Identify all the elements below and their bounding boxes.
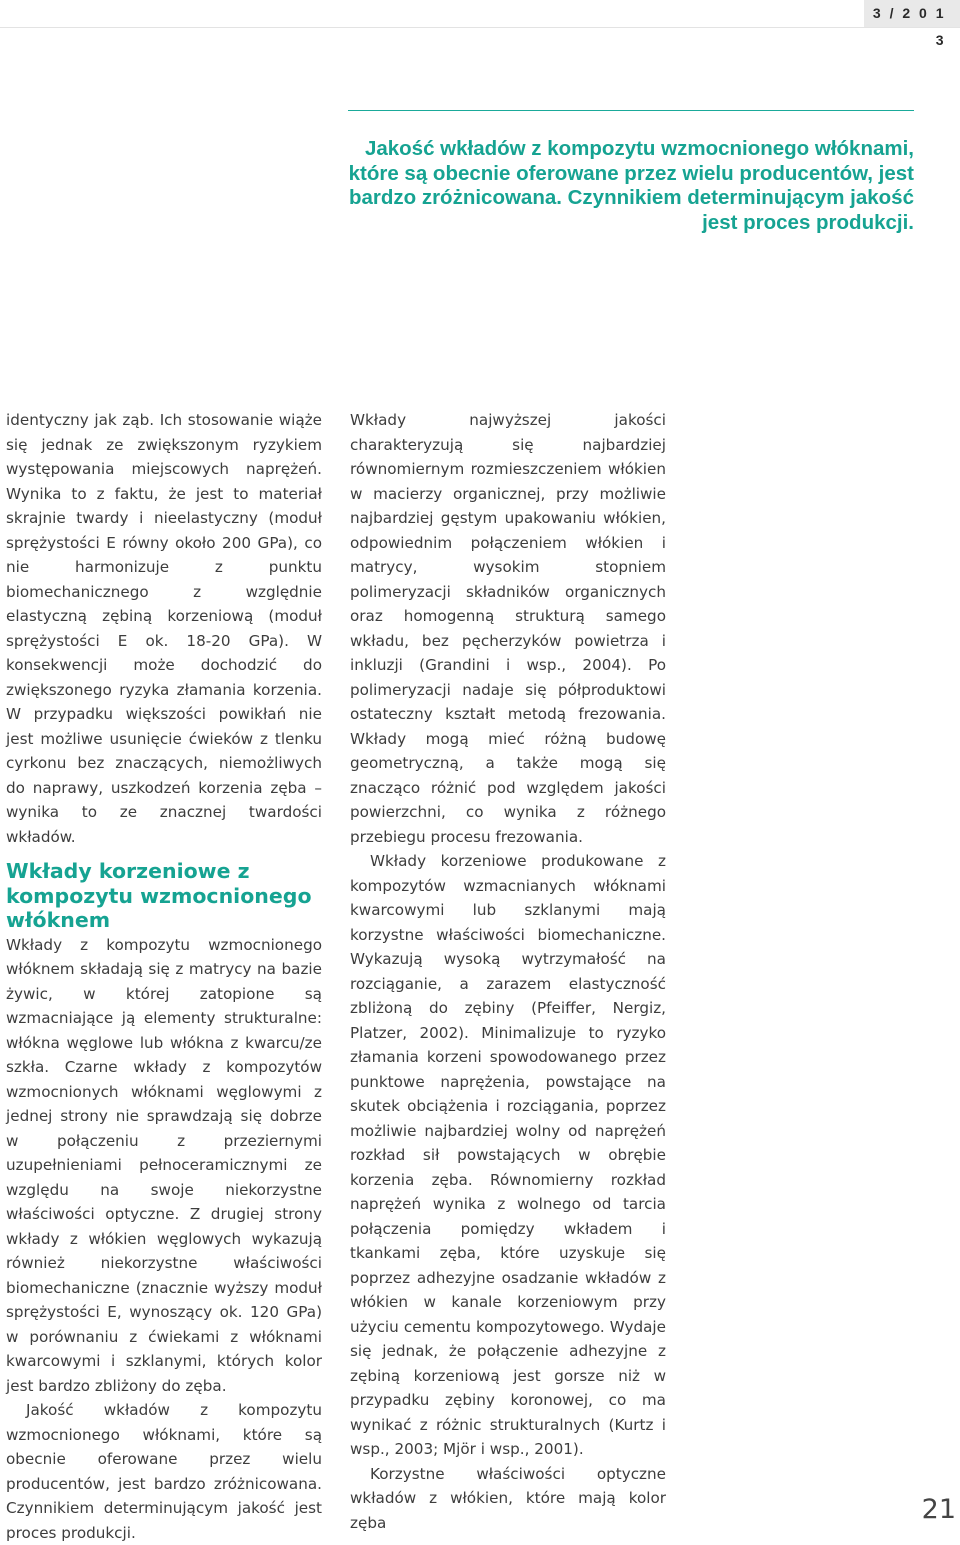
body-paragraph: Wkłady najwyższej jakości charakteryzują się najbardziej równomiernym rozmieszczeniem włókien w macierzy organicznej, przy możliwie najbardziej gęstym upakowaniu włókien, odpowiednim połączeniem włókien i matrycy, wysokim stopniem polimeryzacji składników organicznych oraz homogenną strukturą samego wkładu, bez pęcherzyków powietrza i inkluzji (Grandini i wsp., 2004). Po polimeryzacji nadaje się półproduktowi ostateczny kształt metodą frezowania. Wkłady mogą mieć różną budowę geometryczną, a także mogą się znacząco różnić pod względem jakości powierzchni, co wynika z różnego przebiegu procesu frezowania. bbox=[350, 411, 666, 846]
body-paragraph: Jakość wkładów z kompozytu wzmocnionego włóknami, które są obecnie oferowane przez wielu producentów, jest bardzo zróżnicowana. Czynnikiem determinującym jakość jest proces produkcji. bbox=[6, 1401, 322, 1542]
right-column bbox=[350, 408, 666, 1535]
page-number: 21 bbox=[921, 1494, 956, 1525]
body-paragraph: identyczny jak ząb. Ich stosowanie wiąże się jednak ze zwiększonym ryzykiem występowania miejscowych naprężeń. Wynika to z faktu, że jest to materiał skrajnie twardy i nieelastyczny (moduł sprężystości E równy około 200 GPa), co nie harmonizuje z punktu biomechanicznego z względnie elastyczną zębiną korzeniową (moduł sprężystości E ok. 18-20 GPa). W konsekwencji może dochodzić do zwiększonego ryzyka złamania korzenia. W przypadku większości powikłań nie jest możliwe usunięcie ćwieków z tlenku cyrkonu bez znaczących, niemożliwych do naprawy, uszkodzeń korzenia zęba – wynika to ze znacznej twardości wkładów. bbox=[6, 411, 322, 846]
pull-quote-rule bbox=[348, 110, 914, 111]
header-rule bbox=[0, 27, 960, 28]
section-heading: Wkłady korzeniowe z kompozytu wzmocnionego włóknem bbox=[6, 859, 312, 932]
issue-number: 3 / 2 0 1 3 bbox=[864, 0, 960, 27]
left-column bbox=[6, 408, 322, 1545]
body-paragraph: Wkłady korzeniowe produkowane z kompozytów wzmacnianych włóknami kwarcowymi lub szklanymi mają korzystne właściwości biomechaniczne. Wykazują wysoką wytrzymałość na rozciąganie, a zarazem elastyczność zbliżoną do zębiny (Pfeiffer, Nergiz, Platzer, 2002). Minimalizuje to ryzyko złamania korzeni spowodowanego przez punktowe naprężenia, powstające na skutek obciążenia i rozciągania, poprzez możliwie najbardziej wolny od naprężeń rozkład sił powstających w obrębie korzenia zęba. Równomierny rozkład naprężeń wynika z wolnego od tarcia połączenia pomiędzy wkładem i tkankami zęba, które uzyskuje się poprzez adhezyjne osadzanie wkładów z włókien w kanale korzeniowym przy użyciu cementu kompozytowego. Wydaje się jednak, że połączenie adhezyjne z zębiną korzeniową jest gorsze niż w przypadku zębiny koronowej, co ma wynikać z różnic strukturalnych (Kurtz i wsp., 2003; Mjör i wsp., 2001). bbox=[350, 852, 666, 1458]
pull-quote: Jakość wkładów z kompozytu wzmocnionego włóknami, które są obecnie oferowane przez wielu producentów, jest bardzo zróżnicowana. Czynnikiem determinującym jakość jest proces produkcji. bbox=[348, 137, 914, 234]
body-paragraph: Wkłady z kompozytu wzmocnionego włóknem składają się z matrycy na bazie żywic, w której zatopione są wzmacniające ją elementy strukturalne: włókna węglowe lub włókna z kwarcu/ze szkła. Czarne wkłady z kompozytów wzmocnionych włóknami węglowymi z jednej strony nie sprawdzają się dobrze w połączeniu z przeziernymi uzupełnieniami pełnoceramicznymi ze względu na swoje niekorzystne właściwości optyczne. Z drugiej strony wkłady z włókien węglowych wykazują również niekorzystne właściwości biomechaniczne (znacznie wyższy moduł sprężystości E, wynoszący ok. 120 GPa) w porównaniu z ćwiekami z włóknami kwarcowymi i szklanymi, których kolor jest bardzo zbliżony do zęba. bbox=[6, 935, 322, 1395]
body-paragraph: Korzystne właściwości optyczne wkładów z włókien, które mają kolor zęba bbox=[350, 1464, 666, 1532]
